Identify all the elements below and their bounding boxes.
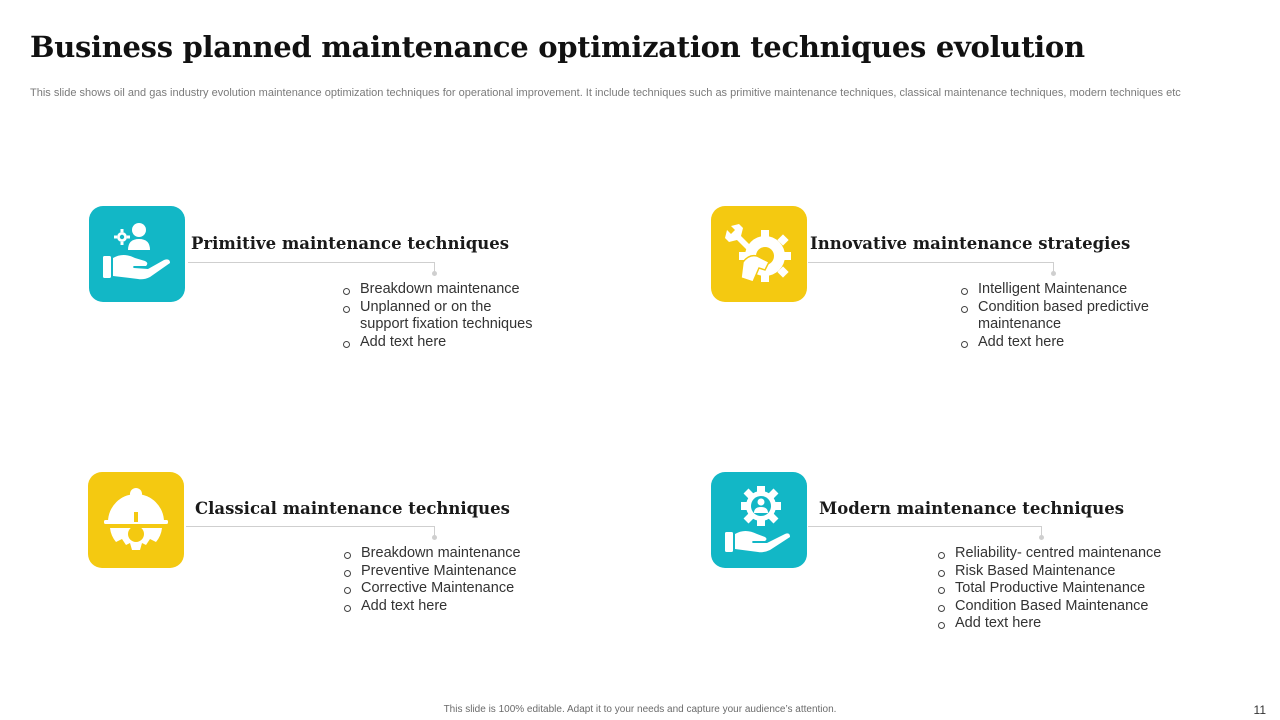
list-item: Condition based predictive maintenance (960, 299, 1160, 334)
innovative-icon-box (711, 206, 807, 302)
list-item: Add text here (960, 334, 1160, 352)
list-item: Reliability- centred maintenance (937, 545, 1187, 563)
worker-gear-icon (98, 482, 174, 558)
list-item: Corrective Maintenance (343, 580, 543, 598)
card-title-classical: Classical maintenance techniques (195, 499, 510, 518)
list-item: Risk Based Maintenance (937, 563, 1187, 581)
list-classical (343, 545, 543, 615)
list-modern (937, 545, 1187, 633)
card-title-modern: Modern maintenance techniques (819, 499, 1124, 518)
list-innovative (960, 281, 1160, 351)
list-item: Add text here (342, 334, 542, 352)
list-item: Unplanned or on the support fixation techniques (342, 299, 542, 334)
wrench-gear-hand-icon (721, 216, 797, 292)
list-item: Breakdown maintenance (343, 545, 543, 563)
divider-primitive (188, 262, 435, 263)
card-title-primitive: Primitive maintenance techniques (191, 234, 510, 253)
card-title-innovative: Innovative maintenance strategies (810, 234, 1131, 253)
list-item: Condition Based Maintenance (937, 598, 1187, 616)
list-item: Add text here (343, 598, 543, 616)
primitive-icon-box (89, 206, 185, 302)
page-number: 11 (1253, 703, 1266, 717)
list-item: Intelligent Maintenance (960, 281, 1160, 299)
divider-innovative (808, 262, 1054, 263)
hand-person-gear-icon (99, 216, 175, 292)
list-item: Total Productive Maintenance (937, 580, 1187, 598)
slide-footer: This slide is 100% editable. Adapt it to your needs and capture your audience’s attention. (443, 704, 837, 715)
hand-gear-person-icon (721, 482, 797, 558)
list-primitive (342, 281, 542, 351)
list-item: Preventive Maintenance (343, 563, 543, 581)
slide-title: Business planned maintenance optimization techniques evolution (30, 30, 1085, 64)
classical-icon-box (88, 472, 184, 568)
divider-classical (186, 526, 435, 527)
list-item: Breakdown maintenance (342, 281, 542, 299)
modern-icon-box (711, 472, 807, 568)
list-item: Add text here (937, 615, 1187, 633)
divider-modern (808, 526, 1042, 527)
slide-subtitle: This slide shows oil and gas industry evolution maintenance optimization techniques for operational improvement. It include techniques such as primitive maintenance techniques, classical maintenance techniques, modern techniques etc (30, 87, 1181, 99)
